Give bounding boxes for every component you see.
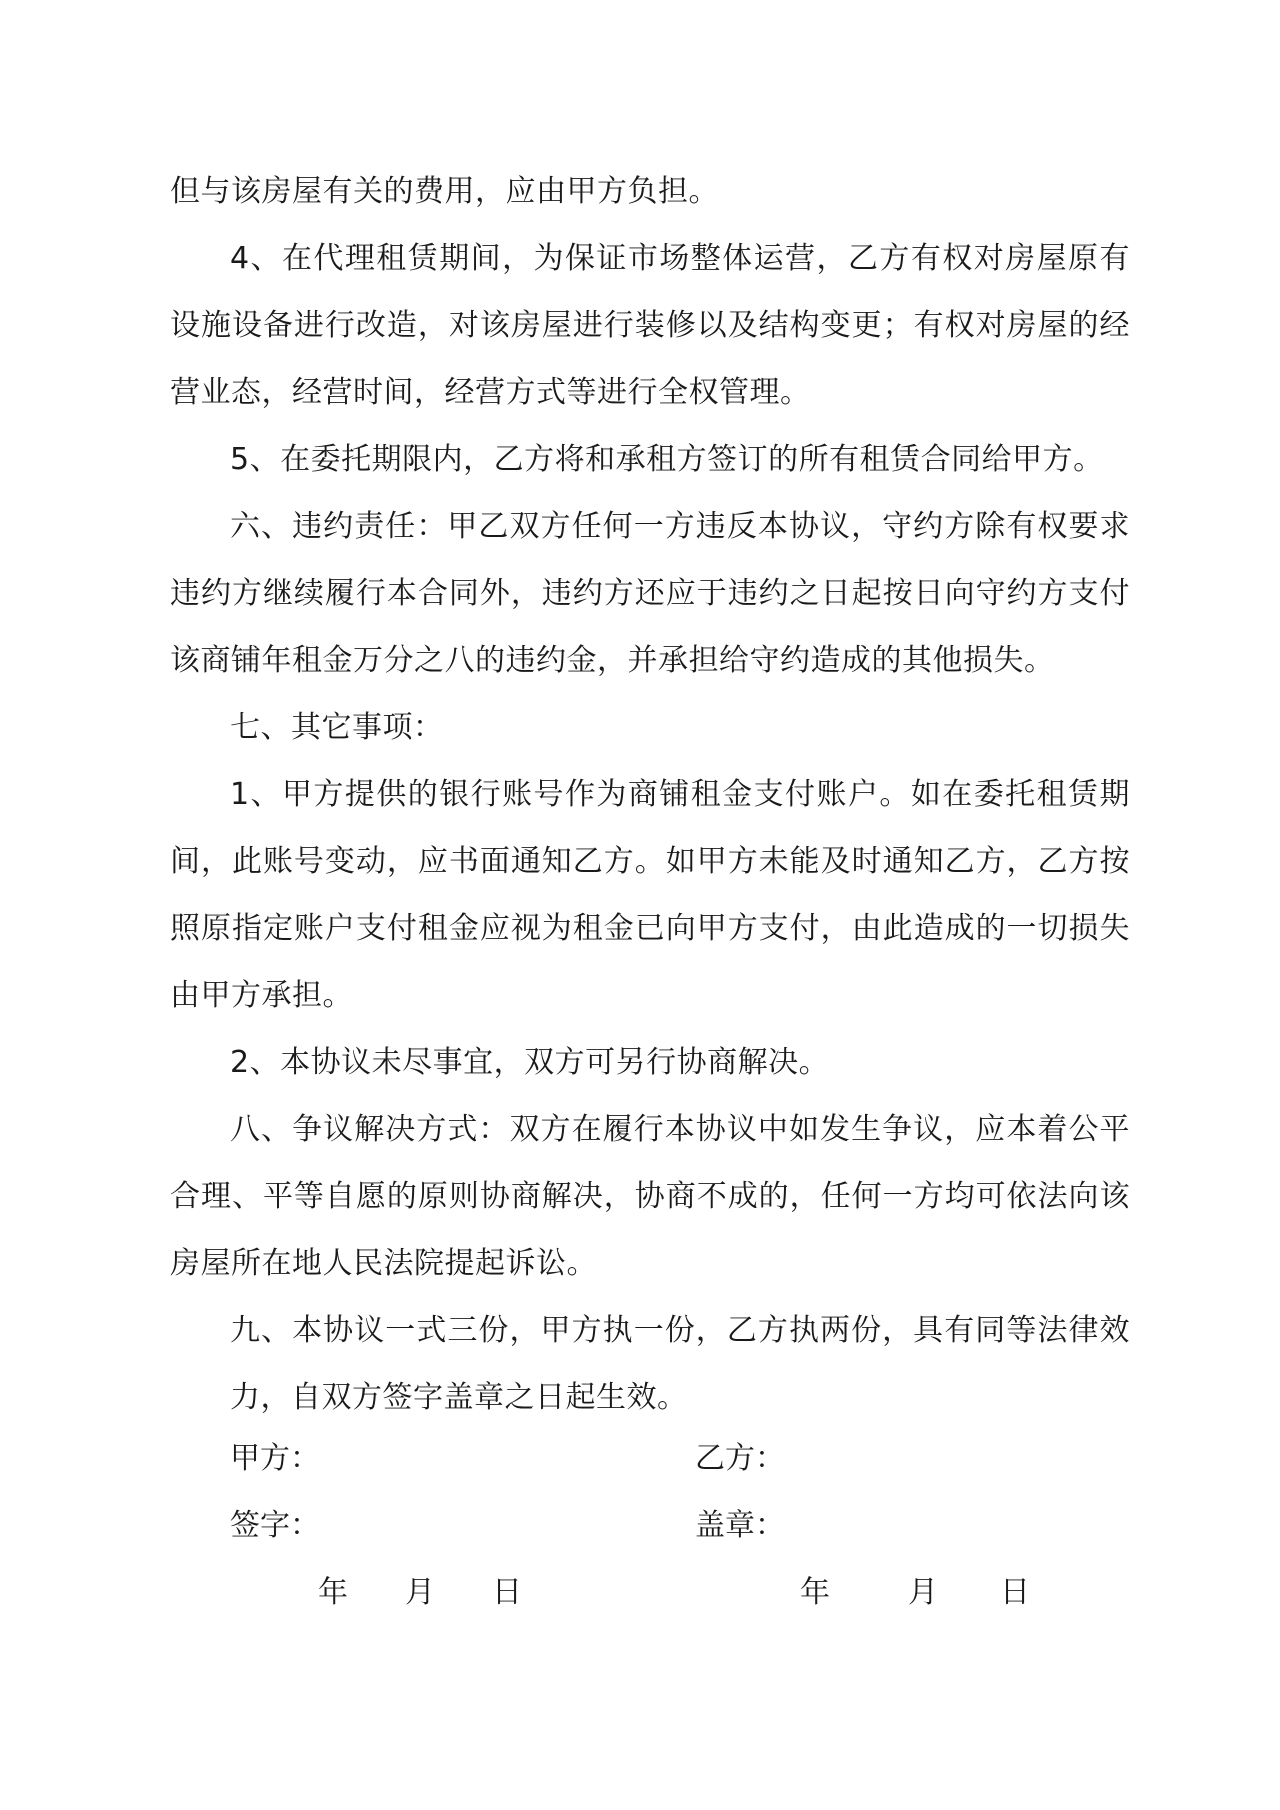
signature-block xyxy=(230,1425,1130,1626)
paragraph-fee-continuation: 但与该房屋有关的费用，应由甲方负担。 xyxy=(170,174,719,209)
date-b-day: 日 xyxy=(1000,1575,1030,1610)
party-a-label: 甲方： xyxy=(230,1441,320,1476)
contract-body xyxy=(170,158,1130,1431)
paragraph-clause-4: 4、在代理租赁期间，为保证市场整体运营，乙方有权对房屋原有设施设备进行改造，对该房屋进行装修以及结构变更；有权对房屋的经营业态，经营时间，经营方式等进行全权管理。 xyxy=(170,241,1130,410)
paragraph-other-matters-heading: 七、其它事项： xyxy=(230,710,444,745)
paragraph-other-1: 1、甲方提供的银行账号作为商铺租金支付账户。如在委托租赁期间，此账号变动，应书面通知乙方。如甲方未能及时通知乙方，乙方按照原指定账户支付租金应视为租金已向甲方支付，由此造成的一切损失由甲方承担。 xyxy=(170,777,1130,1013)
date-row xyxy=(230,1559,1130,1626)
date-a-day: 日 xyxy=(492,1575,522,1610)
date-a-year: 年 xyxy=(318,1575,348,1610)
paragraph-breach-liability: 六、违约责任：甲乙双方任何一方违反本协议，守约方除有权要求违约方继续履行本合同外，违约方还应于违约之日起按日向守约方支付该商铺年租金万分之八的违约金，并承担给守约造成的其他损失。 xyxy=(170,509,1130,678)
party-row xyxy=(230,1425,1130,1492)
date-a-month: 月 xyxy=(405,1575,435,1610)
paragraph-clause-5: 5、在委托期限内，乙方将和承租方签订的所有租赁合同给甲方。 xyxy=(230,442,1104,477)
sign-label: 签字： xyxy=(230,1508,320,1543)
paragraph-other-2: 2、本协议未尽事宜，双方可另行协商解决。 xyxy=(230,1045,830,1080)
seal-label: 盖章： xyxy=(695,1508,785,1543)
date-b-month: 月 xyxy=(908,1575,938,1610)
date-b-year: 年 xyxy=(800,1575,830,1610)
sign-seal-row xyxy=(230,1492,1130,1559)
paragraph-dispute-resolution: 八、争议解决方式：双方在履行本协议中如发生争议，应本着公平合理、平等自愿的原则协商解决，协商不成的，任何一方均可依法向该房屋所在地人民法院提起诉讼。 xyxy=(170,1112,1130,1281)
paragraph-copies-effect: 九、本协议一式三份，甲方执一份，乙方执两份，具有同等法律效力，自双方签字盖章之日起生效。 xyxy=(230,1313,1130,1415)
party-b-label: 乙方： xyxy=(695,1441,785,1476)
